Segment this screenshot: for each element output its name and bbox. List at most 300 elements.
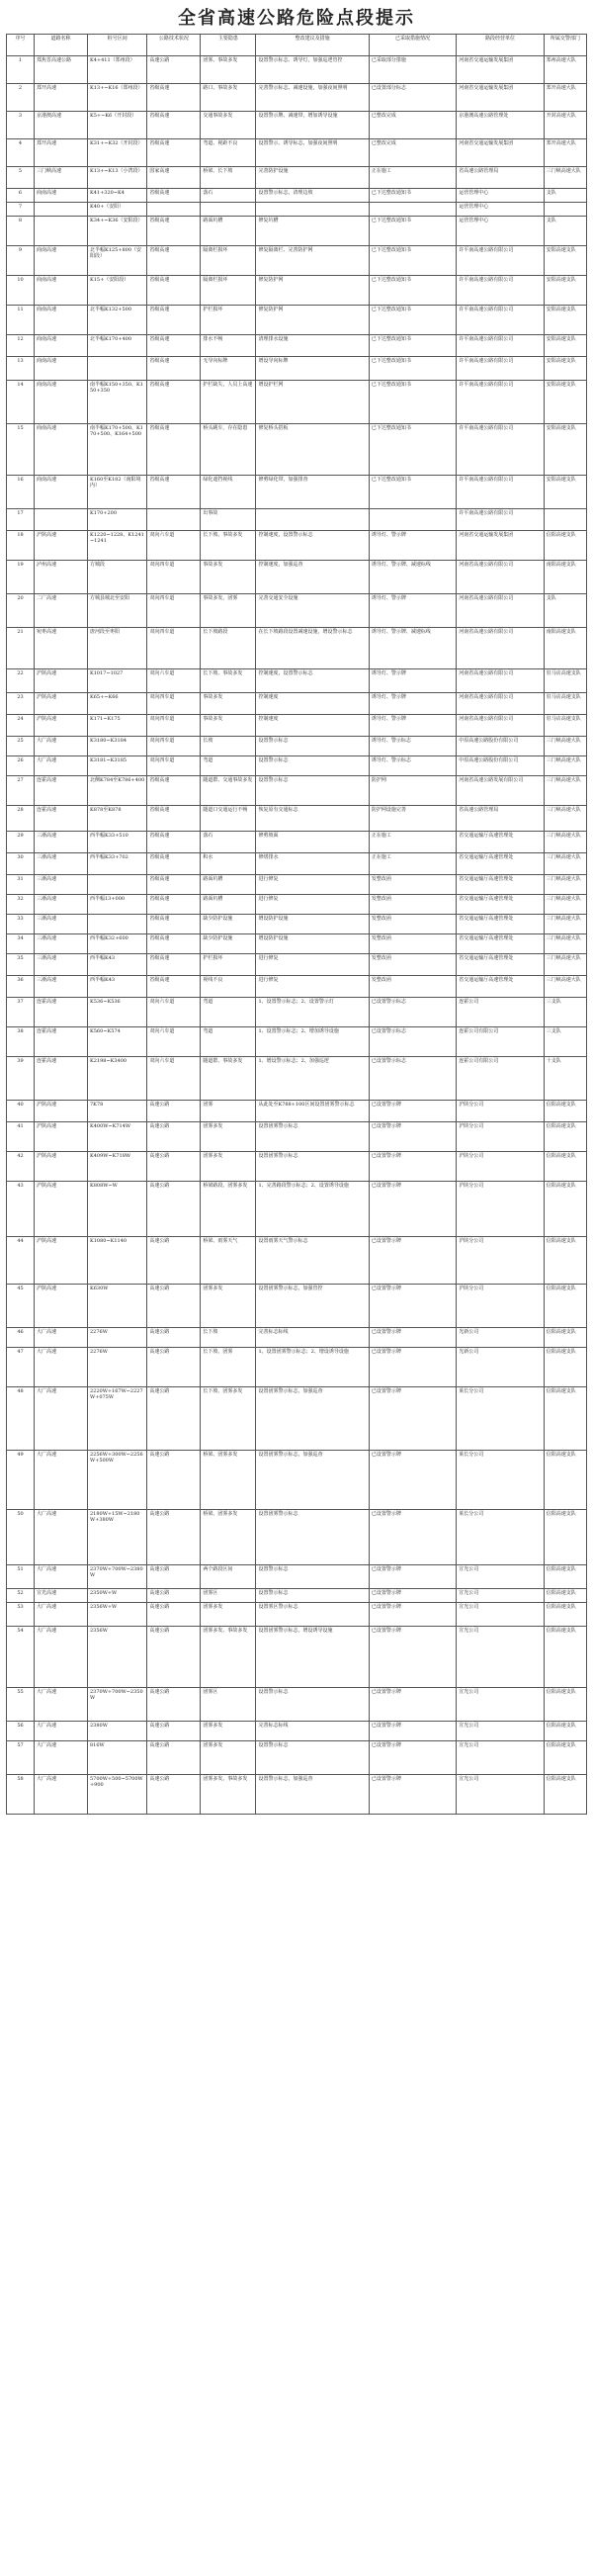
cell-operator: 许平南高速公路有限公司 [457, 381, 544, 424]
cell-police: 三支队 [544, 998, 586, 1027]
cell-done: 已设置警示牌 [369, 1101, 456, 1122]
cell-done: 诱导灯、警示标志 [369, 756, 456, 776]
cell-no: 25 [7, 737, 35, 756]
cell-operator: 许平南高速公路有限公司 [457, 476, 544, 509]
cell-advice: 清理排水设施 [256, 335, 369, 357]
cell-hazard: 事故多发 [201, 693, 256, 715]
cell-no: 24 [7, 715, 35, 737]
cell-no: 23 [7, 693, 35, 715]
cell-range: 南半幅K150+350、K150+350 [87, 381, 146, 424]
cell-police: 安阳高速支队 [544, 246, 586, 276]
cell-range: 方城段 [87, 561, 146, 594]
cell-done: 已设置警示标志 [369, 1027, 456, 1057]
cell-tech: 双向六车道 [147, 669, 201, 693]
cell-advice: 控制速度，设置警示标志 [256, 669, 369, 693]
cell-no: 51 [7, 1565, 35, 1589]
cell-operator: 宣光公司 [457, 1603, 544, 1627]
cell-no: 38 [7, 1027, 35, 1057]
cell-done: 已采取部分措施 [369, 56, 456, 84]
cell-hazard: 隧道口交通运行不畅 [201, 806, 256, 832]
cell-tech: 高速公路 [147, 1285, 201, 1328]
cell-tech: 双向六车道 [147, 531, 201, 561]
cell-no: 8 [7, 217, 35, 246]
table-row [7, 167, 587, 189]
cell-no: 7 [7, 203, 35, 217]
cell-no: 42 [7, 1152, 35, 1182]
cell-operator: 河南省高速公路有限公司 [457, 693, 544, 715]
cell-advice: 增设导向标牌 [256, 357, 369, 381]
cell-no: 47 [7, 1348, 35, 1387]
header-road: 道路名称 [35, 35, 88, 56]
cell-done: 已设置警示标志 [369, 998, 456, 1027]
cell-hazard: 团雾 [201, 1101, 256, 1122]
cell-hazard [201, 203, 256, 217]
cell-range: 北半幅K170+400 [87, 335, 146, 357]
cell-road: 连霍高速 [35, 998, 88, 1027]
cell-road: 大广高速 [35, 1741, 88, 1775]
cell-no: 32 [7, 895, 35, 915]
cell-advice: 进行修复 [256, 954, 369, 976]
cell-tech: 高速公路 [147, 1603, 201, 1627]
cell-advice: 设置警示标志 [256, 756, 369, 776]
cell-operator: 许平南高速公路有限公司 [457, 357, 544, 381]
cell-range: K536~K536 [87, 998, 146, 1027]
cell-no: 5 [7, 167, 35, 189]
cell-done: 已设置警示牌 [369, 1688, 456, 1722]
cell-police: 三门峡高速大队 [544, 756, 586, 776]
cell-no: 55 [7, 1688, 35, 1722]
cell-done: 已设置警示牌 [369, 1589, 456, 1603]
cell-done [369, 509, 456, 531]
cell-operator: 省交通运输厅高速管理处 [457, 895, 544, 915]
cell-no: 30 [7, 853, 35, 875]
cell-no: 56 [7, 1722, 35, 1741]
cell-hazard: 长下坡、事故多发 [201, 669, 256, 693]
cell-done: 已下达整改通知书 [369, 335, 456, 357]
cell-hazard: 护栏损坏 [201, 306, 256, 335]
cell-range: K2198~K3400 [87, 1057, 146, 1101]
cell-operator: 中原高速公路股份有限公司 [457, 756, 544, 776]
cell-road: 郑焦晋高速公路 [35, 56, 88, 84]
cell-hazard: 缺少防护设施 [201, 915, 256, 934]
cell-done: 诱导灯、警示牌、减速标线 [369, 628, 456, 669]
cell-tech: 高速公路 [147, 1152, 201, 1182]
cell-operator: 省高速公路管理局 [457, 806, 544, 832]
cell-road: 大广高速 [35, 1387, 88, 1451]
cell-road: 沪陕高速 [35, 531, 88, 561]
cell-no: 10 [7, 276, 35, 306]
cell-operator: 省交通运输厅高速管理处 [457, 954, 544, 976]
cell-road: 沪陕高速 [35, 715, 88, 737]
cell-road: 沪陕高速 [35, 1285, 88, 1328]
cell-done: 发整改函 [369, 954, 456, 976]
table-row [7, 853, 587, 875]
cell-done: 已设置警示牌 [369, 1237, 456, 1285]
cell-operator: 省交通运输厅高速管理处 [457, 915, 544, 934]
cell-tech: 省级高速 [147, 335, 201, 357]
cell-hazard: 团雾区 [201, 1589, 256, 1603]
cell-range: 2276W [87, 1328, 146, 1348]
cell-hazard: 桥梁、团雾多发 [201, 1451, 256, 1510]
table-row [7, 217, 587, 246]
cell-range: 2276W [87, 1348, 146, 1387]
cell-advice: 设置团雾警示标志，加强巡查 [256, 1387, 369, 1451]
cell-done: 正在施工 [369, 167, 456, 189]
cell-done: 已设置警示牌 [369, 1627, 456, 1688]
cell-hazard: 长下坡、事故多发 [201, 531, 256, 561]
cell-done: 已下达整改通知书 [369, 306, 456, 335]
table-row [7, 1101, 587, 1122]
table-row [7, 139, 587, 167]
cell-hazard: 护栏损坏 [201, 954, 256, 976]
header-hazard: 主要隐患 [201, 35, 256, 56]
cell-hazard: 团雾多发 [201, 1741, 256, 1775]
cell-operator: 宣光公司 [457, 1688, 544, 1722]
cell-police: 安阳高速支队 [544, 381, 586, 424]
cell-operator: 河南省高速公路有限公司 [457, 561, 544, 594]
cell-no: 18 [7, 531, 35, 561]
cell-road: 连霍高速 [35, 1027, 88, 1057]
table-row [7, 1775, 587, 1815]
cell-advice: 增设防护设施 [256, 934, 369, 954]
cell-range: K560~K574 [87, 1027, 146, 1057]
cell-done: 已下达整改通知书 [369, 276, 456, 306]
cell-range: 816W [87, 1741, 146, 1775]
cell-tech [147, 509, 201, 531]
table-row [7, 669, 587, 693]
cell-road: 三淅高速 [35, 954, 88, 976]
cell-road: 郑开高速 [35, 139, 88, 167]
cell-advice: 修剪绿化带，加强排查 [256, 476, 369, 509]
cell-operator: 京港澳高速公路管理处 [457, 112, 544, 139]
cell-tech: 高速公路 [147, 1101, 201, 1122]
cell-tech: 省级高速 [147, 139, 201, 167]
cell-police: 信阳高速支队 [544, 1741, 586, 1775]
cell-no: 6 [7, 189, 35, 203]
cell-hazard: 长下坡、团雾多发 [201, 1387, 256, 1451]
cell-no: 53 [7, 1603, 35, 1627]
page-title: 全省高速公路危险点段提示 [178, 8, 415, 29]
cell-range: K15+（安阳段） [87, 276, 146, 306]
cell-tech: 双向四车道 [147, 737, 201, 756]
cell-advice: 设置警示标志、诱导灯，加强巡逻管控 [256, 56, 369, 84]
cell-road: 宣光高速 [35, 1589, 88, 1603]
cell-advice: 设置警示标志，加强巡查 [256, 1775, 369, 1815]
table-row [7, 84, 587, 112]
cell-advice: 控制速度，设置警示标志 [256, 531, 369, 561]
cell-done: 发整改函 [369, 915, 456, 934]
cell-tech: 高速公路 [147, 1627, 201, 1688]
cell-no: 13 [7, 357, 35, 381]
cell-no: 44 [7, 1237, 35, 1285]
cell-police: 驻马店高速支队 [544, 715, 586, 737]
table-row [7, 509, 587, 531]
cell-range: 南半幅K170+500、K170+500、K164+500 [87, 424, 146, 476]
cell-hazard: 无导向标牌 [201, 357, 256, 381]
cell-road: 大广高速 [35, 1565, 88, 1589]
table-row [7, 954, 587, 976]
table-row [7, 776, 587, 806]
cell-hazard: 团雾、事故多发 [201, 56, 256, 84]
cell-hazard: 路面坑槽 [201, 875, 256, 895]
cell-range: 2180W+15W~2180W+380W [87, 1510, 146, 1565]
cell-done: 发整改函 [369, 934, 456, 954]
cell-tech: 双向四车道 [147, 594, 201, 628]
cell-no: 52 [7, 1589, 35, 1603]
cell-advice: 修复桥头搭板 [256, 424, 369, 476]
cell-road: 大广高速 [35, 1627, 88, 1688]
cell-operator: 宣光公司 [457, 1722, 544, 1741]
table-header-row [7, 35, 587, 56]
cell-range: K13+~K13（小湾段） [87, 167, 146, 189]
cell-road: 沪陕高速 [35, 1122, 88, 1152]
table-row [7, 1122, 587, 1152]
cell-no: 39 [7, 1057, 35, 1101]
cell-no: 15 [7, 424, 35, 476]
cell-tech: 高速公路 [147, 56, 201, 84]
cell-advice: 恢复原有交通标志 [256, 806, 369, 832]
cell-done: 已设置警示牌 [369, 1565, 456, 1589]
cell-road: 大广高速 [35, 1775, 88, 1815]
cell-operator: 省高速公路管理局 [457, 167, 544, 189]
cell-hazard: 团雾多发、事故多发 [201, 1627, 256, 1688]
cell-hazard: 团雾多发 [201, 1122, 256, 1152]
cell-hazard: 事故多发、团雾 [201, 594, 256, 628]
cell-tech: 省级高速 [147, 276, 201, 306]
cell-police: 支队 [544, 189, 586, 203]
cell-police: 安阳高速支队 [544, 306, 586, 335]
cell-advice: 设置警示标志，清理边坡 [256, 189, 369, 203]
cell-done: 正在施工 [369, 832, 456, 853]
cell-done: 已下达整改通知书 [369, 476, 456, 509]
cell-operator: 许平南高速公路有限公司 [457, 246, 544, 276]
cell-hazard: 长下坡 [201, 1328, 256, 1348]
cell-done: 诱导灯、警示牌 [369, 693, 456, 715]
cell-advice: 1、增设警示标志；2、加强巡逻 [256, 1057, 369, 1101]
cell-advice: 设置警示、诱导标志，加强夜间照明 [256, 139, 369, 167]
cell-road: 泸州高速 [35, 561, 88, 594]
cell-no: 19 [7, 561, 35, 594]
cell-tech: 高速公路 [147, 1589, 201, 1603]
cell-road: 沪陕高速 [35, 1237, 88, 1285]
cell-hazard: 隔离栏损坏 [201, 276, 256, 306]
cell-police: 郑开高速大队 [544, 139, 586, 167]
cell-police: 信阳高速支队 [544, 1285, 586, 1328]
cell-tech: 省级高速 [147, 217, 201, 246]
cell-done: 已整改完成 [369, 139, 456, 167]
cell-done: 正在施工 [369, 853, 456, 875]
cell-police: 信阳高速支队 [544, 1775, 586, 1815]
cell-range: K878至K878 [87, 806, 146, 832]
cell-advice: 完善标志标线 [256, 1328, 369, 1348]
cell-advice: 设置警示标志 [256, 1565, 369, 1589]
cell-tech: 双向六车道 [147, 1057, 201, 1101]
cell-no: 49 [7, 1451, 35, 1510]
cell-police: 信阳高速支队 [544, 1328, 586, 1348]
cell-range: 西半幅K33+702 [87, 853, 146, 875]
cell-police: 三门峡高速大队 [544, 853, 586, 875]
cell-operator: 莱长分公司 [457, 1387, 544, 1451]
cell-done: 已设置警示牌 [369, 1328, 456, 1348]
cell-road: 大广高速 [35, 756, 88, 776]
table-row [7, 628, 587, 669]
cell-road: 三淅高速 [35, 875, 88, 895]
cell-police: 支队 [544, 594, 586, 628]
cell-done: 诱导灯、警示牌 [369, 669, 456, 693]
cell-tech: 省级高速 [147, 84, 201, 112]
cell-operator: 宣光公司 [457, 1565, 544, 1589]
cell-road: 三淅高速 [35, 915, 88, 934]
header-done: 已采取措施情况 [369, 35, 456, 56]
table-row [7, 1565, 587, 1589]
cell-road: 大广高速 [35, 1348, 88, 1387]
cell-hazard: 团雾区 [201, 1688, 256, 1722]
cell-advice: 完善防护设施 [256, 167, 369, 189]
cell-police: 三门峡高速大队 [544, 806, 586, 832]
cell-operator: 省交通运输厅高速管理处 [457, 853, 544, 875]
table-row [7, 895, 587, 915]
cell-done: 发整改函 [369, 976, 456, 998]
cell-hazard: 路口、事故多发 [201, 84, 256, 112]
cell-no: 48 [7, 1387, 35, 1451]
cell-hazard: 隔离栏损坏 [201, 246, 256, 276]
cell-road: 大广高速 [35, 1510, 88, 1565]
cell-no: 16 [7, 476, 35, 509]
cell-road: 沪陕高速 [35, 669, 88, 693]
cell-range: K160至K182（南阳境内） [87, 476, 146, 509]
cell-advice: 在长下坡路段设置减速设施，增设警示标志 [256, 628, 369, 669]
table-row [7, 424, 587, 476]
cell-done: 诱导灯、警示牌 [369, 594, 456, 628]
cell-police: 安阳高速支队 [544, 276, 586, 306]
cell-road: 三淅高速 [35, 934, 88, 954]
table-row [7, 1451, 587, 1510]
cell-advice: 设置雨雾天气警示标志 [256, 1237, 369, 1285]
cell-police: 三门峡高速大队 [544, 167, 586, 189]
cell-advice: 设置警示牌、减速带，增加诱导设施 [256, 112, 369, 139]
cell-advice: 1、设置警示标志；2、设置警示灯 [256, 998, 369, 1027]
cell-police: 安阳高速支队 [544, 357, 586, 381]
cell-range: 2356W [87, 1627, 146, 1688]
cell-operator: 沪陕分公司 [457, 1237, 544, 1285]
cell-operator: 河南省高速公路有限公司 [457, 669, 544, 693]
cell-police: 信阳高速支队 [544, 1101, 586, 1122]
header-police: 所属交警部门 [544, 35, 586, 56]
cell-no: 11 [7, 306, 35, 335]
cell-range: K808W~W [87, 1182, 146, 1237]
cell-operator: 光新公司 [457, 1328, 544, 1348]
cell-done: 已设置警示标志 [369, 1057, 456, 1101]
cell-tech: 省级高速 [147, 476, 201, 509]
cell-road: 大广高速 [35, 1328, 88, 1348]
cell-range: 2220W+167W~2227W+075W [87, 1387, 146, 1451]
cell-no: 58 [7, 1775, 35, 1815]
cell-range: 2356W+W [87, 1603, 146, 1627]
cell-tech: 国家高速 [147, 167, 201, 189]
cell-done: 已整改完成 [369, 112, 456, 139]
cell-road [35, 217, 88, 246]
cell-hazard: 路面坑槽 [201, 217, 256, 246]
cell-hazard: 视线不良 [201, 976, 256, 998]
cell-done: 已设置警示牌 [369, 1348, 456, 1387]
cell-road: 商南高速 [35, 476, 88, 509]
cell-police: 南阳高速支队 [544, 628, 586, 669]
cell-done: 已设置警示牌 [369, 1285, 456, 1328]
table-row [7, 1387, 587, 1451]
cell-no: 12 [7, 335, 35, 357]
cell-no: 35 [7, 954, 35, 976]
table-row [7, 1348, 587, 1387]
table-row [7, 561, 587, 594]
cell-range: 2256W+300W~2256W+500W [87, 1451, 146, 1510]
cell-done: 诱导灯、警示牌 [369, 531, 456, 561]
table-row [7, 1627, 587, 1688]
cell-police: 信阳高速支队 [544, 1510, 586, 1565]
cell-operator: 连霍公司 [457, 998, 544, 1027]
cell-range: 西半幅13+000 [87, 895, 146, 915]
cell-hazard: 弯道、视距不良 [201, 139, 256, 167]
cell-hazard: 团雾多发 [201, 1722, 256, 1741]
cell-road: 商南高速 [35, 189, 88, 203]
cell-operator: 河南省交通运输发展集团 [457, 56, 544, 84]
cell-range: K171~K175 [87, 715, 146, 737]
cell-road: 大广高速 [35, 1451, 88, 1510]
cell-done: 已设置警示牌 [369, 1122, 456, 1152]
cell-operator: 运营管理中心 [457, 203, 544, 217]
cell-done: 已下达整改通知书 [369, 424, 456, 476]
cell-operator: 沪陕分公司 [457, 1182, 544, 1237]
cell-operator: 许平南高速公路有限公司 [457, 509, 544, 531]
cell-hazard: 两个路段区间 [201, 1565, 256, 1589]
table-row [7, 357, 587, 381]
table-row [7, 1688, 587, 1722]
cell-advice: 设置团雾警示标志 [256, 1122, 369, 1152]
table-row [7, 1510, 587, 1565]
cell-range: 北半幅K125+800（安阳段） [87, 246, 146, 276]
cell-range: K65+~K66 [87, 693, 146, 715]
cell-road: 三淅高速 [35, 976, 88, 998]
cell-advice: 进行修复 [256, 895, 369, 915]
cell-tech: 双向六车道 [147, 998, 201, 1027]
table-row [7, 1328, 587, 1348]
cell-hazard: 长下坡路段 [201, 628, 256, 669]
cell-tech: 省级高速 [147, 306, 201, 335]
table-row [7, 832, 587, 853]
cell-hazard: 积水 [201, 853, 256, 875]
cell-tech: 双向四车道 [147, 756, 201, 776]
cell-range: K13+~K16（郑州段） [87, 84, 146, 112]
table-row [7, 203, 587, 217]
cell-range [87, 915, 146, 934]
cell-road: 沪陕高速 [35, 693, 88, 715]
cell-police: 三门峡高速大队 [544, 776, 586, 806]
table-row [7, 1182, 587, 1237]
cell-range: 2370W+700W~2350W [87, 1688, 146, 1722]
cell-road: 连霍高速 [35, 776, 88, 806]
cell-range: 2370W+700W~2380W [87, 1565, 146, 1589]
cell-range: 西半幅K43 [87, 976, 146, 998]
cell-no: 29 [7, 832, 35, 853]
cell-advice: 设置警示标志 [256, 1589, 369, 1603]
cell-done: 诱导灯、警示牌、减速标线 [369, 561, 456, 594]
cell-operator: 宣光公司 [457, 1775, 544, 1815]
cell-police: 三门峡高速大队 [544, 934, 586, 954]
cell-no: 3 [7, 112, 35, 139]
table-row [7, 531, 587, 561]
cell-police: 安阳高速支队 [544, 476, 586, 509]
cell-police: 信阳高速支队 [544, 1688, 586, 1722]
table-row [7, 112, 587, 139]
